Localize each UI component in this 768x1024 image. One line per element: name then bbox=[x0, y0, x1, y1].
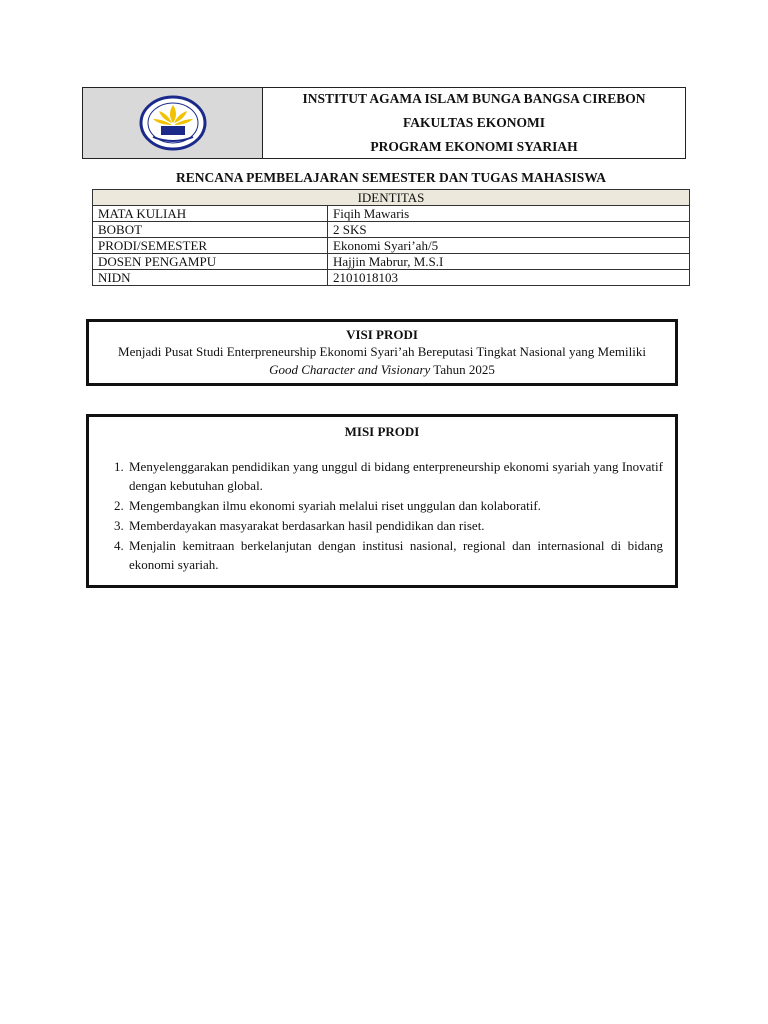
misi-heading: MISI PRODI bbox=[344, 424, 420, 439]
faculty-name: FAKULTAS EKONOMI bbox=[403, 115, 545, 130]
visi-text bbox=[89, 343, 675, 379]
identitas-heading: IDENTITAS bbox=[93, 190, 690, 206]
row-value: 2101018103 bbox=[328, 270, 690, 286]
program-name: PROGRAM EKONOMI SYARIAH bbox=[370, 139, 578, 154]
institution-cell bbox=[263, 88, 685, 158]
identitas-table bbox=[92, 189, 690, 286]
row-value: Fiqih Mawaris bbox=[328, 206, 690, 222]
visi-box bbox=[86, 319, 678, 386]
list-item: 1. Menyelenggarakan pendidikan yang unggul di bidang enterpreneurship ekonomi syariah yang Inovatif dengan kebutuhan global. bbox=[127, 457, 663, 495]
table-row bbox=[93, 222, 690, 238]
university-seal-icon bbox=[139, 95, 207, 151]
table-row bbox=[93, 238, 690, 254]
logo-cell bbox=[83, 88, 263, 158]
table-row bbox=[93, 270, 690, 286]
header-table bbox=[82, 87, 686, 159]
row-label: PRODI/SEMESTER bbox=[93, 238, 328, 254]
row-value: Ekonomi Syari’ah/5 bbox=[328, 238, 690, 254]
visi-text-end: Tahun 2025 bbox=[430, 362, 495, 377]
visi-heading: VISI PRODI bbox=[346, 327, 418, 342]
row-value: 2 SKS bbox=[328, 222, 690, 238]
row-label: MATA KULIAH bbox=[93, 206, 328, 222]
row-label: BOBOT bbox=[93, 222, 328, 238]
visi-text-italic: Good Character and Visionary bbox=[269, 362, 431, 377]
table-row bbox=[93, 254, 690, 270]
list-item: 2. Mengembangkan ilmu ekonomi syariah melalui riset unggulan dan kolaboratif. bbox=[127, 496, 663, 515]
institution-name: INSTITUT AGAMA ISLAM BUNGA BANGSA CIREBON bbox=[302, 91, 646, 106]
row-value: Hajjin Mabrur, M.S.I bbox=[328, 254, 690, 270]
row-label: NIDN bbox=[93, 270, 328, 286]
row-label: DOSEN PENGAMPU bbox=[93, 254, 328, 270]
visi-text-start: Menjadi Pusat Studi Enterpreneurship Ekonomi Syari’ah Bereputasi Tingkat Nasional yang Memiliki bbox=[118, 344, 646, 359]
table-row bbox=[93, 206, 690, 222]
misi-box bbox=[86, 414, 678, 588]
list-item: 4. Menjalin kemitraan berkelanjutan dengan institusi nasional, regional dan internasional di bidang ekonomi syariah. bbox=[127, 536, 663, 574]
list-item: 3. Memberdayakan masyarakat berdasarkan hasil pendidikan dan riset. bbox=[127, 516, 663, 535]
document-title: RENCANA PEMBELAJARAN SEMESTER DAN TUGAS MAHASISWA bbox=[176, 170, 606, 185]
misi-list bbox=[127, 457, 663, 574]
